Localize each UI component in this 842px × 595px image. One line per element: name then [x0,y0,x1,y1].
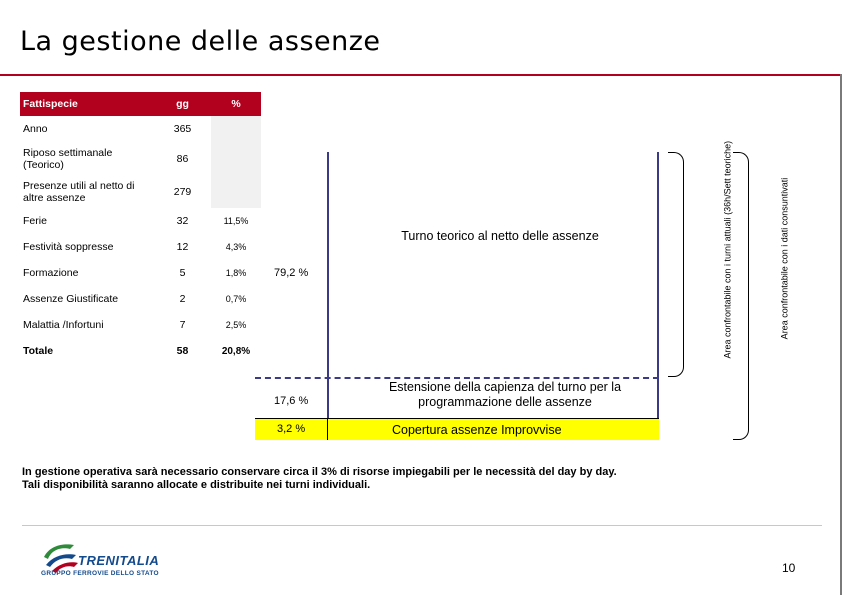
row-label: Formazione [23,267,79,279]
footer-divider [22,525,822,526]
brace-actual-data [733,152,749,440]
row-label: Anno [23,123,48,135]
table-row [20,175,261,208]
page-number: 10 [782,561,796,575]
operational-note [22,466,617,492]
header-gg: gg [154,92,211,116]
header-pct: % [211,92,261,116]
row-label: Assenze Giustificate [23,293,119,305]
page-title: La gestione delle assenze [20,26,381,57]
row-pct [211,175,261,208]
main-shift-pct: 79,2 % [274,267,309,279]
table-row [20,312,261,338]
table-row [20,286,261,312]
improvised-label: Copertura assenze Improvvise [392,423,562,437]
row-label: Presenze utili al netto di altre assenze [23,179,135,204]
row-gg: 12 [176,241,189,253]
extension-dashed-line [255,377,659,379]
row-label: Festività soppresse [23,241,114,253]
brand-name: TRENITALIA [78,553,160,568]
row-gg: 7 [179,319,186,331]
row-pct: 0,7% [225,294,247,304]
row-label: Ferie [23,215,47,227]
total-gg: 58 [176,345,189,357]
table-row [20,260,261,286]
extension-pct: 17,6 % [274,395,309,407]
row-pct [211,142,261,175]
band-divider [327,418,328,440]
row-label: Malattia /Infortuni [23,319,104,331]
row-pct: 2,5% [225,320,247,330]
extension-label: Estensione della capienza del turno per la programmazione delle assenze [388,380,622,409]
row-gg: 5 [179,267,186,279]
brace-current-shifts-label: Area confrontabile con i turni attuali (36h/Sett teoriche) [722,140,733,359]
header-fattispecie: Fattispecie [20,92,154,116]
title-divider [0,74,842,76]
absences-table [20,92,261,364]
row-gg: 32 [176,215,189,227]
table-total-row [20,338,261,364]
table-header-row [20,92,261,116]
row-pct: 4,3% [225,242,247,252]
table-row [20,208,261,234]
row-pct: 11,5% [223,216,249,226]
brand-group: GRUPPO FERROVIE DELLO STATO [41,570,159,577]
row-gg: 365 [173,123,192,135]
brace-current-shifts [668,152,684,377]
total-label: Totale [23,345,54,357]
improvised-pct: 3,2 % [277,423,306,435]
row-gg: 86 [176,152,189,165]
note-line-1: In gestione operativa sarà necessario conservare circa il 3% di risorse impiegabili per le necessità del day by day. [22,466,617,478]
row-pct [211,116,261,142]
row-pct: 1,8% [225,268,247,278]
row-gg: 279 [173,185,192,198]
row-label: Riposo settimanale (Teorico) [23,146,113,171]
table-row [20,116,261,142]
note-line-2: Tali disponibilità saranno allocate e distribuite nei turni individuali. [22,479,371,491]
table-row [20,234,261,260]
brace-actual-data-label: Area confrontabile con i dati consuntivati [779,177,790,340]
main-shift-label: Turno teorico al netto delle assenze [401,229,599,243]
row-gg: 2 [179,293,186,305]
table-row [20,142,261,175]
total-pct: 20,8% [221,345,251,357]
